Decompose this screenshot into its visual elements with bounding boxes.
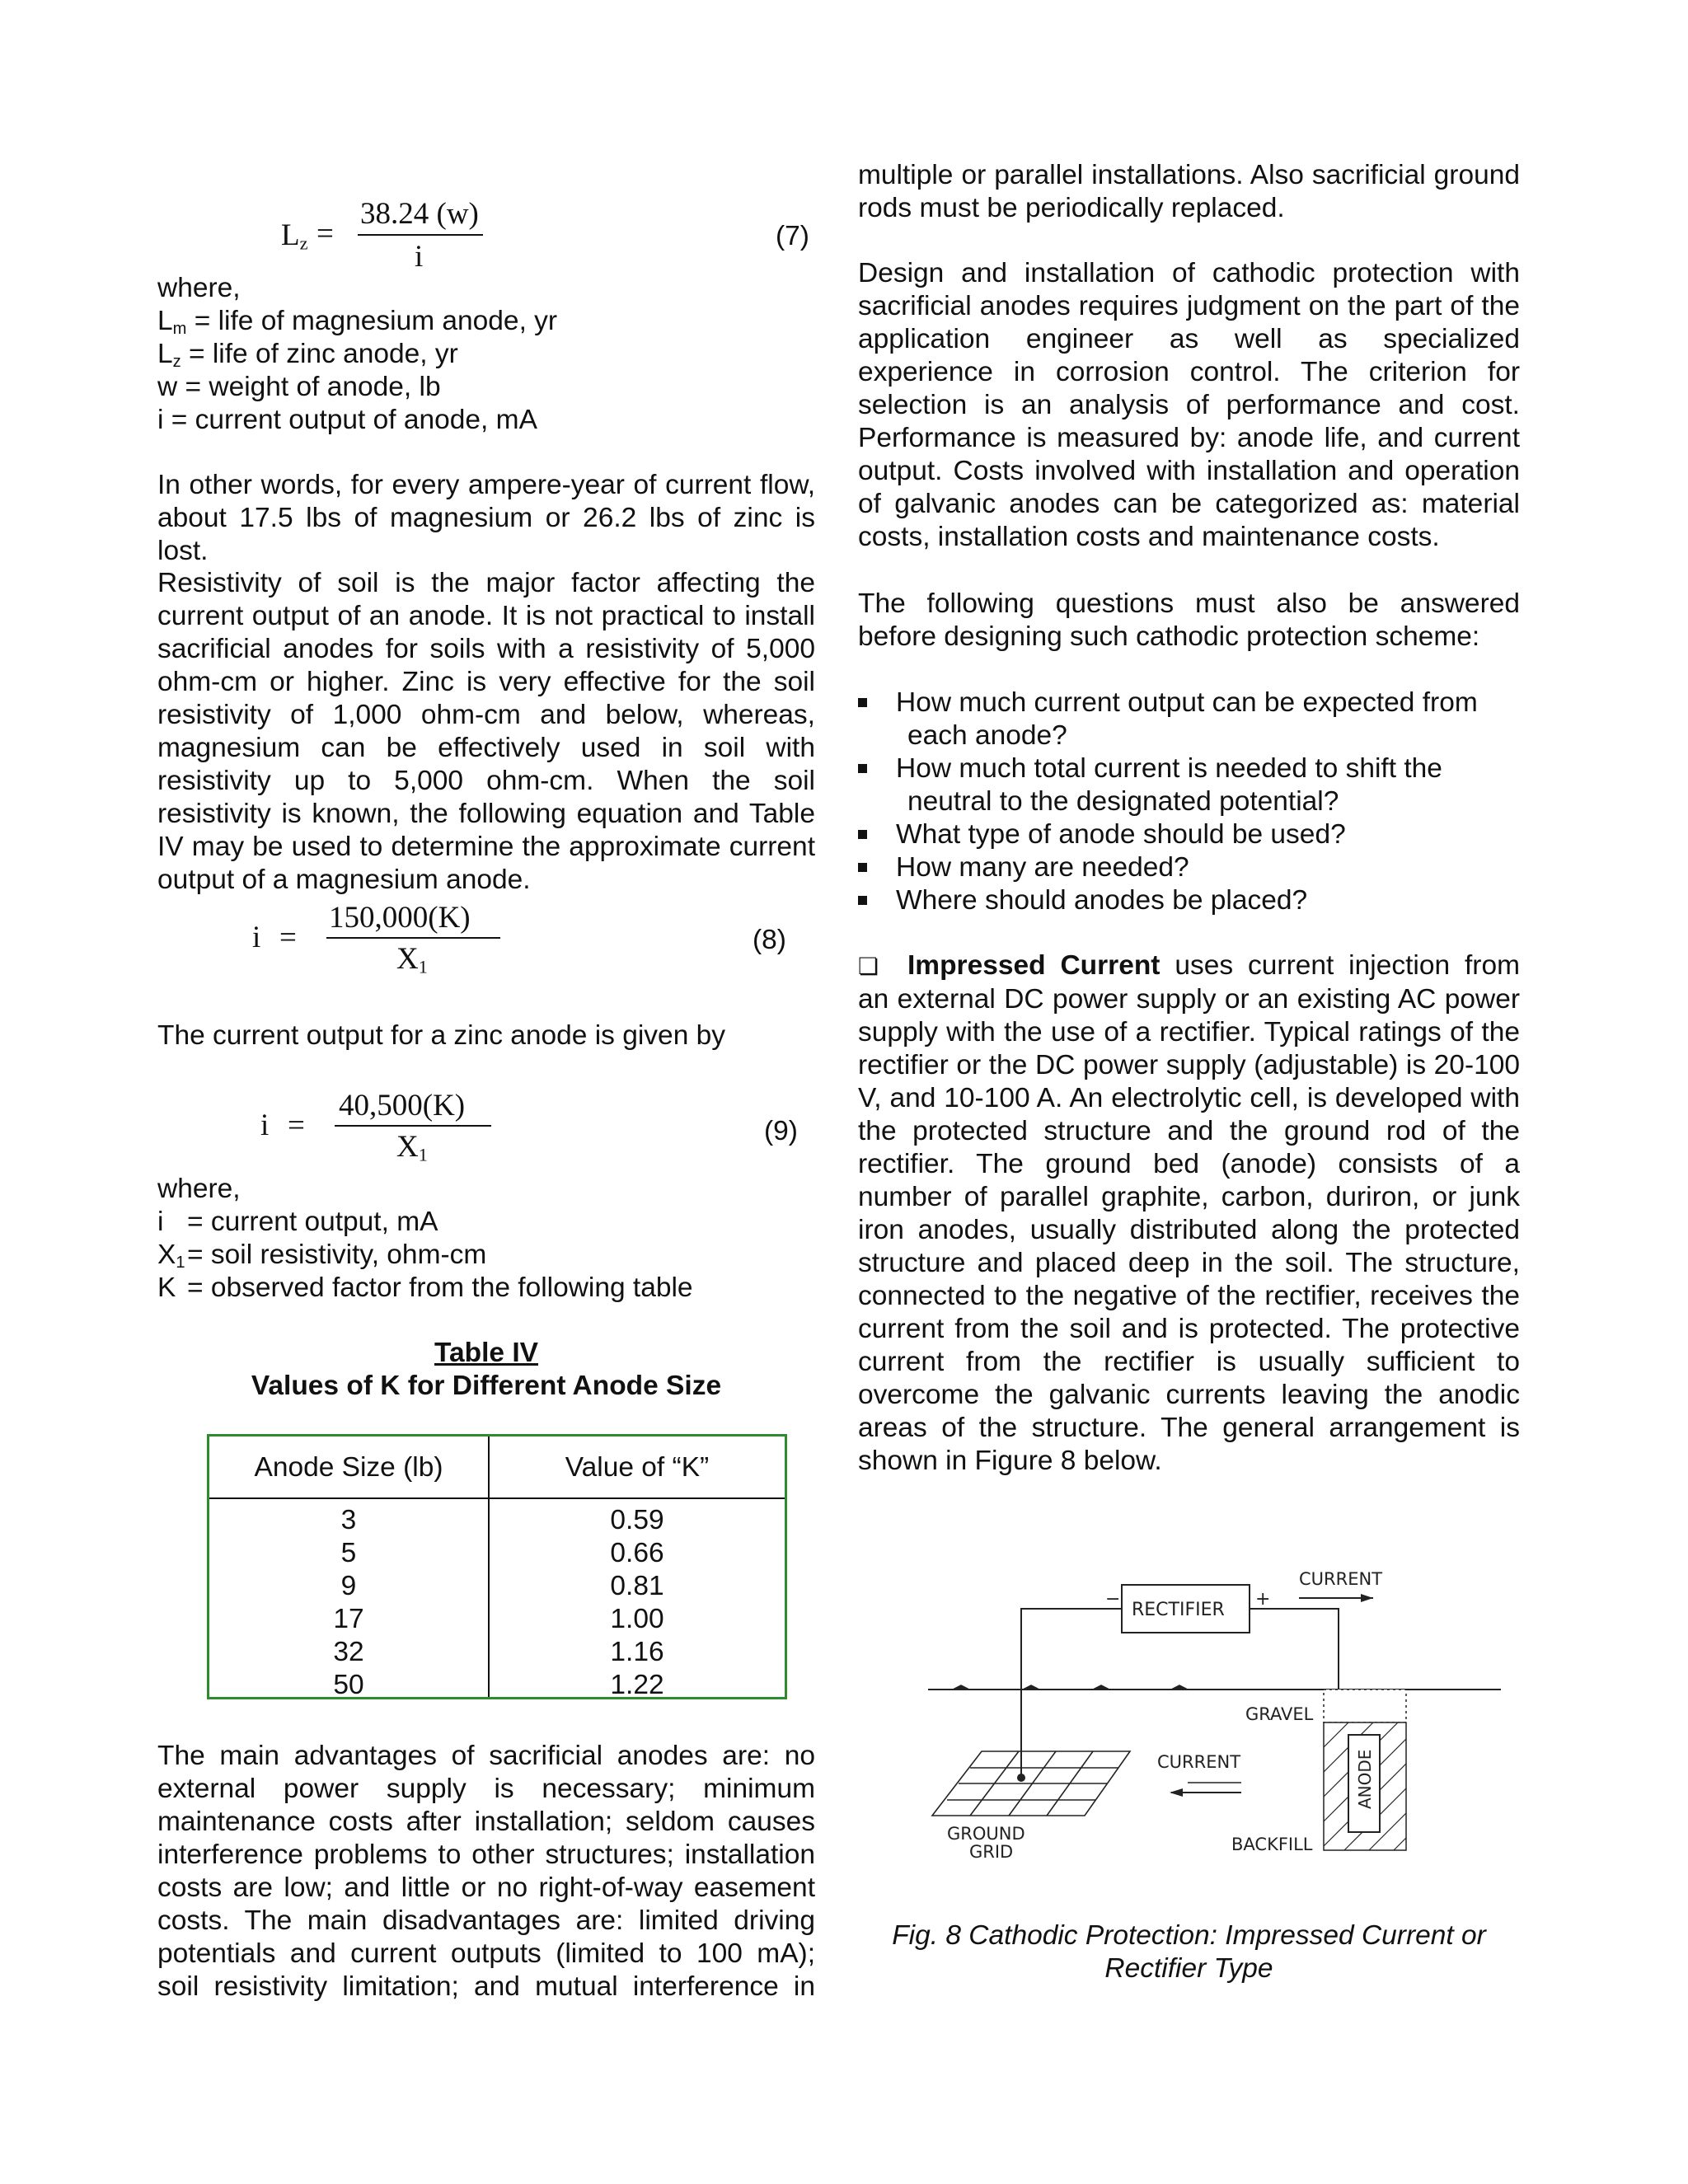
current-label-mid: CURRENT (1157, 1752, 1241, 1772)
eq8-number: (8) (753, 925, 786, 955)
current-label-top: CURRENT (1299, 1569, 1383, 1589)
eq9-number: (9) (764, 1116, 798, 1146)
bullet-square-icon (858, 764, 867, 773)
anode-label: ANODE (1355, 1749, 1375, 1809)
equation-9 (157, 1086, 815, 1165)
grid-connection-dot (1017, 1774, 1025, 1782)
paragraph-design: Design and installation of cathodic protection with sacrificial anodes requires judgment on the part of the application engineer as well as specialized experience in corrosion control. The criterion for selection is an analysis of performance and cost. Performance is measured by: anode life, and current output. Costs involved with installation and operation of galvanic anodes can be categorized as: material costs, installation costs and maintenance costs. (858, 258, 1520, 552)
eq8-lhs: i (252, 921, 261, 954)
backfill-label: BACKFILL (1231, 1835, 1313, 1854)
list-item: What type of anode should be used? (858, 818, 1520, 851)
eq9-lhs: i (260, 1108, 270, 1142)
rectifier-label: RECTIFIER (1132, 1600, 1225, 1620)
bullet-square-icon (858, 830, 867, 839)
gravel-layer (1324, 1690, 1406, 1722)
eq7-denominator: i (415, 240, 424, 274)
minus-sign: − (1105, 1589, 1121, 1610)
checkbox-icon: ❏ (858, 953, 879, 980)
paragraph-advantages: The main advantages of sacrificial anodes are: no external power supply is necessary; minimum maintenance costs after installation; seldom causes interference problems to other structures; installation costs are low; and little or no right-of-way easement costs. The main disadvantages are: limited driving potentials and current outputs (limited to 100 mA); soil resistivity limitation; and mutual interference in (157, 1741, 815, 2002)
table-cell-k: 1.22 (610, 1670, 664, 1700)
table-header-anode-size: Anode Size (lb) (254, 1452, 443, 1483)
list-item: How much total current is needed to shift the neutral to the designated potential? (858, 752, 1520, 818)
table-row (209, 1537, 785, 1570)
eq9-numerator: 40,500(K) (339, 1089, 466, 1122)
definition-i: i = current output of anode, mA (157, 405, 537, 435)
bullet-square-icon (858, 698, 867, 707)
paragraph-continued: multiple or parallel installations. Also sacrificial ground rods must be periodically replaced. (858, 160, 1520, 223)
list-item: Where should anodes be placed? (858, 884, 1520, 917)
definition-lm: $L_m$ = life of magnesium anode, yr (157, 306, 558, 339)
table-row (209, 1504, 785, 1537)
equation-7 (157, 0, 815, 280)
table-cell-k: 1.00 (610, 1604, 664, 1634)
definition-soil-resistivity: $X_1=$ soil resistivity, ohm-cm (157, 1240, 487, 1272)
table-cell-k: 0.66 (610, 1538, 664, 1568)
list-item: How many are needed? (858, 851, 1520, 884)
eq7-fraction-bar (358, 234, 483, 236)
ground-grid (932, 1751, 1130, 1816)
eq8-numerator: 150,000(K) (329, 901, 471, 935)
eq8-denominator: $X_1$ (396, 942, 428, 977)
table-header-k-value: Value of “K” (565, 1452, 710, 1483)
paragraph-questions: The following questions must also be answered before designing such cathodic protection scheme: (858, 588, 1520, 652)
table-body (209, 1504, 785, 1702)
definition-w: w = weight of anode, lb (157, 372, 441, 402)
equation-8 (157, 898, 815, 977)
table-row (209, 1603, 785, 1636)
ground-grid-label-1: GROUND (947, 1824, 1025, 1844)
paragraph-soil-resistivity: Resistivity of soil is the major factor affecting the current output of an anode. It is not practical to install sacrificial anodes for soils with a resistivity of 5,000 ohm-cm or higher. Zinc is very effective for the soil resistivity of 1,000 ohm-cm and below, whereas, magnesium can be effectively used in soil with resistivity up to 5,000 ohm-cm. When the soil resistivity is known, the following equation and Table IV may be used to determine the approximate current output of a magnesium anode. (157, 568, 815, 895)
ground-grid-label-2: GRID (969, 1842, 1014, 1862)
paragraph-impressed-current: ❏ Impressed Current uses current injection from an external DC power supply or an existing AC power supply with the use of a rectifier. Typical ratings of the rectifier or the DC power supply (adjustable) is 20-100 V, and 10-100 A. An electrolytic cell, is developed with the protected structure and the ground rod of the rectifier. The ground bed (anode) consists of a number of parallel graphite, carbon, duriron, or junk iron anodes, usually distributed along the protected structure and placed deep in the soil. The structure, connected to the negative of the rectifier, receives the current from the soil and is protected. The protective current from the rectifier is usually sufficient to overcome the galvanic currents leaving the anodic areas of the structure. The general arrangement is shown in Figure 8 below. (858, 950, 1520, 1476)
eq7-number: (7) (776, 221, 809, 251)
eq8-equals: = (279, 921, 297, 954)
eq7-numerator: 38.24 (w) (360, 197, 479, 231)
definition-k-factor: K = observed factor from the following table (157, 1272, 693, 1303)
table-cell-size: 5 (340, 1538, 357, 1568)
bullet-square-icon (858, 896, 867, 905)
k-values-table (207, 1434, 787, 1699)
definition-current-output: i = current output, mA (157, 1207, 438, 1237)
table-row (209, 1669, 785, 1702)
gravel-label: GRAVEL (1245, 1704, 1314, 1724)
table-cell-k: 1.16 (610, 1637, 664, 1667)
definition-lz: $L_z$ = life of zinc anode, yr (157, 339, 458, 372)
figure-caption: Fig. 8 Cathodic Protection: Impressed Current or Rectifier Type (892, 1920, 1486, 1984)
plus-sign: + (1255, 1589, 1271, 1610)
impressed-current-heading: Impressed Current (907, 950, 1160, 981)
zinc-current-intro: The current output for a zinc anode is given by (157, 1020, 726, 1051)
table-row (209, 1570, 785, 1603)
table-title: Table IV (434, 1338, 538, 1368)
table-cell-size: 9 (340, 1571, 357, 1601)
table-cell-size: 32 (333, 1637, 364, 1667)
paragraph-ampere-year: In other words, for every ampere-year of current flow, about 17.5 lbs of magnesium or 26.2 lbs of zinc is lost. (157, 470, 815, 566)
table-cell-size: 17 (333, 1604, 364, 1634)
table-cell-k: 0.81 (610, 1571, 664, 1601)
questions-list (858, 687, 1520, 917)
table-cell-k: 0.59 (610, 1505, 664, 1535)
eq7-lhs: $L_z$ (281, 218, 308, 254)
table-subtitle: Values of K for Different Anode Size (251, 1371, 722, 1401)
eq8-fraction-bar (326, 937, 500, 939)
arrow-right-icon (1361, 1594, 1373, 1602)
cathodic-protection-diagram (924, 1562, 1509, 1879)
table-cell-size: 50 (333, 1670, 364, 1700)
arrow-left-icon (1170, 1788, 1183, 1797)
eq9-fraction-bar (335, 1125, 491, 1127)
eq9-denominator: $X_1$ (396, 1130, 428, 1165)
negative-wire (1021, 1609, 1122, 1778)
where-label-1: where, (157, 273, 241, 303)
eq9-equals: = (288, 1108, 305, 1142)
table-header-divider (209, 1497, 785, 1499)
positive-wire (1250, 1609, 1339, 1690)
table-row (209, 1636, 785, 1669)
list-item: How much current output can be expected from each anode? (858, 687, 1520, 752)
eq7-equals: = (316, 217, 334, 251)
table-cell-size: 3 (340, 1505, 357, 1535)
where-label-2: where, (157, 1174, 241, 1204)
bullet-square-icon (858, 863, 867, 872)
